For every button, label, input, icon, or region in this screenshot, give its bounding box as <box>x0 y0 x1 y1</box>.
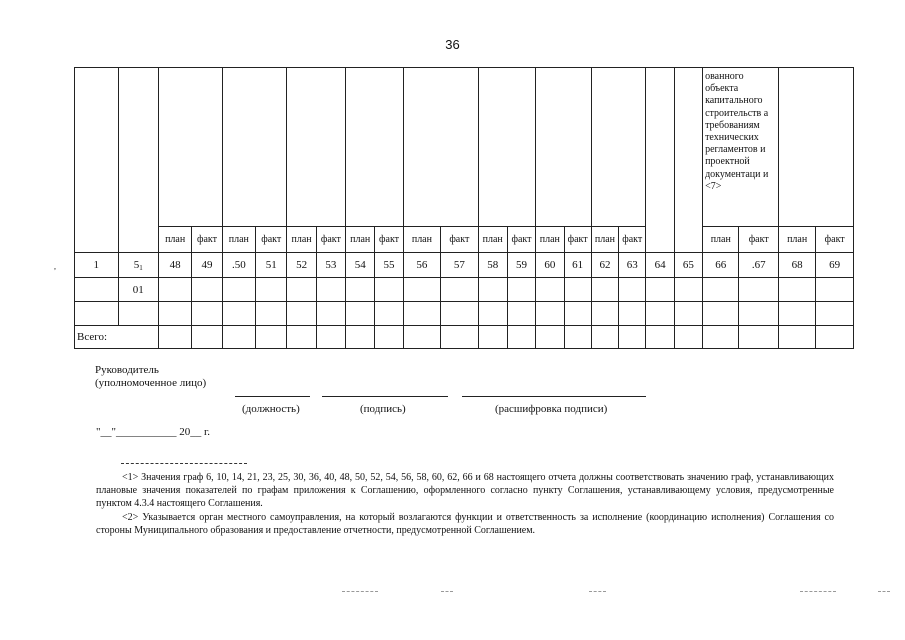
table-cell <box>158 302 191 326</box>
scan-artifact <box>589 591 606 592</box>
table-cell <box>158 326 191 349</box>
table-cell <box>816 278 854 302</box>
column-number: 61 <box>564 253 591 278</box>
table-cell <box>256 326 287 349</box>
header-cell <box>646 68 674 253</box>
header-cell <box>118 68 158 253</box>
table-cell <box>403 326 440 349</box>
plan-header: план <box>536 227 564 253</box>
column-number: 51 <box>256 253 287 278</box>
fact-header: факт <box>441 227 478 253</box>
header-cell <box>591 68 646 227</box>
table-cell <box>507 326 535 349</box>
column-number: 65 <box>674 253 702 278</box>
fact-header: факт <box>316 227 345 253</box>
table-cell <box>778 302 815 326</box>
plan-header: план <box>222 227 255 253</box>
column-number: 62 <box>591 253 618 278</box>
table-cell <box>507 302 535 326</box>
table-cell <box>674 302 702 326</box>
table-cell <box>75 302 119 326</box>
fact-header: факт <box>256 227 287 253</box>
column-number: 64 <box>646 253 674 278</box>
table-row <box>75 302 854 326</box>
table-cell <box>222 302 255 326</box>
footnote-1: <1> Значения граф 6, 10, 14, 21, 23, 25, 30, 36, 40, 48, 50, 52, 54, 56, 58, 60, 62, 66 и 68 настоящего отчета должны соответствовать значению граф, устанавливающих плановые значения показателей по графам приложения к Соглашению, оформленного согласно пункту Соглашения, устанавливающему условия, предусмотренные пунктом 4.3.4 настоящего Соглашения. <box>96 472 834 510</box>
column-number: 48 <box>158 253 191 278</box>
column-number: .50 <box>222 253 255 278</box>
signatory-role: Руководитель <box>95 364 159 376</box>
column-number-subscript: 1 <box>139 263 143 272</box>
plan-header: план <box>778 227 815 253</box>
plan-header: план <box>591 227 618 253</box>
fact-header: факт <box>619 227 646 253</box>
position-label: (должность) <box>242 403 300 415</box>
table-cell <box>118 302 158 326</box>
table-cell <box>646 326 674 349</box>
table-cell <box>646 278 674 302</box>
table-cell <box>478 278 507 302</box>
scan-artifact <box>441 591 453 592</box>
footnote-2: <2> Указывается орган местного самоуправления, на который возлагаются функции и ответственность за исполнение (координацию исполнения) Соглашения со стороны Муниципального образования и предоставление отчетности, предусмотренной Соглашением. <box>96 511 834 536</box>
table-cell <box>646 302 674 326</box>
plan-header: план <box>478 227 507 253</box>
table-cell <box>619 278 646 302</box>
position-line <box>235 396 310 397</box>
scan-artifact <box>800 591 836 592</box>
footnotes <box>96 471 834 537</box>
table-cell <box>816 326 854 349</box>
table-cell <box>287 278 316 302</box>
column-number: 57 <box>441 253 478 278</box>
table-cell <box>674 278 702 302</box>
decoding-label: (расшифровка подписи) <box>495 403 608 415</box>
table-cell <box>703 326 739 349</box>
table-cell <box>256 278 287 302</box>
column-number: 60 <box>536 253 564 278</box>
table-cell <box>158 278 191 302</box>
fact-header: факт <box>739 227 778 253</box>
header-cell <box>674 68 702 253</box>
table-cell <box>703 278 739 302</box>
table-cell <box>75 278 119 302</box>
table-cell <box>316 302 345 326</box>
decoding-line <box>462 396 646 397</box>
table-cell <box>536 302 564 326</box>
table-cell <box>564 326 591 349</box>
table-cell <box>222 326 255 349</box>
table-cell <box>564 278 591 302</box>
column-number: 66 <box>703 253 739 278</box>
table-cell <box>192 302 222 326</box>
table-cell <box>403 302 440 326</box>
fact-header: факт <box>816 227 854 253</box>
plan-header: план <box>346 227 375 253</box>
table-cell <box>591 326 618 349</box>
plan-fact-row <box>75 227 854 253</box>
column-number: 54 <box>346 253 375 278</box>
column-number: 63 <box>619 253 646 278</box>
table-cell <box>591 302 618 326</box>
table-cell <box>346 278 375 302</box>
column-number: 68 <box>778 253 815 278</box>
column-number: 1 <box>75 253 119 278</box>
scan-mark: , <box>54 262 56 271</box>
total-label: Всего: <box>75 326 159 349</box>
header-cell <box>75 68 119 253</box>
signatory-title <box>95 364 206 390</box>
table-cell <box>778 326 815 349</box>
header-cell <box>478 68 536 227</box>
table-cell <box>619 326 646 349</box>
signature-label: (подпись) <box>360 403 406 415</box>
table-cell <box>619 302 646 326</box>
footnote-separator <box>121 463 247 464</box>
table-cell <box>739 278 778 302</box>
table-cell <box>375 326 403 349</box>
table-cell <box>739 326 778 349</box>
header-cell <box>403 68 478 227</box>
table-cell <box>478 326 507 349</box>
table-cell <box>591 278 618 302</box>
table-cell <box>536 278 564 302</box>
total-row <box>75 326 854 349</box>
signature-line <box>322 396 448 397</box>
compliance-header: ованного объекта капитального строительств а требованиям технических регламентов и проектной документаци и <7> <box>703 68 779 227</box>
table-cell <box>316 278 345 302</box>
plan-header: план <box>287 227 316 253</box>
table-cell <box>346 302 375 326</box>
table-cell <box>346 326 375 349</box>
table-header-row <box>75 68 854 227</box>
table-cell <box>375 302 403 326</box>
plan-header: план <box>703 227 739 253</box>
scan-artifact <box>342 591 378 592</box>
row-code-cell: 01 <box>118 278 158 302</box>
column-number: 55 <box>375 253 403 278</box>
table-cell <box>739 302 778 326</box>
column-number: 58 <box>478 253 507 278</box>
fact-header: факт <box>375 227 403 253</box>
header-cell <box>346 68 404 227</box>
table-cell <box>816 302 854 326</box>
column-number: 59 <box>507 253 535 278</box>
header-cell <box>536 68 592 227</box>
table-cell <box>287 326 316 349</box>
column-number: 69 <box>816 253 854 278</box>
column-number: .67 <box>739 253 778 278</box>
table-cell <box>441 278 478 302</box>
table-cell <box>403 278 440 302</box>
column-number: 49 <box>192 253 222 278</box>
table-cell <box>564 302 591 326</box>
table-cell <box>256 302 287 326</box>
header-cell <box>158 68 222 227</box>
table-cell <box>222 278 255 302</box>
table-cell <box>287 302 316 326</box>
table-cell <box>441 302 478 326</box>
column-number: 52 <box>287 253 316 278</box>
column-number <box>118 253 158 278</box>
table-cell <box>192 326 222 349</box>
column-number: 53 <box>316 253 345 278</box>
page-number: 36 <box>445 37 460 52</box>
column-number-value: 5 <box>133 258 140 271</box>
plan-header: план <box>403 227 440 253</box>
fact-header: факт <box>507 227 535 253</box>
report-table <box>74 67 854 349</box>
fact-header: факт <box>192 227 222 253</box>
fact-header: факт <box>564 227 591 253</box>
header-cell <box>222 68 287 227</box>
scan-artifact <box>878 591 890 592</box>
table-cell <box>316 326 345 349</box>
table-cell <box>441 326 478 349</box>
table-cell <box>375 278 403 302</box>
column-number: 56 <box>403 253 440 278</box>
table-cell <box>478 302 507 326</box>
table-cell <box>674 326 702 349</box>
table-cell <box>536 326 564 349</box>
column-number-row <box>75 253 854 278</box>
table-cell <box>507 278 535 302</box>
header-cell <box>287 68 346 227</box>
plan-header: план <box>158 227 191 253</box>
table-cell <box>778 278 815 302</box>
signatory-role-note: (уполномоченное лицо) <box>95 377 207 389</box>
table-cell <box>192 278 222 302</box>
header-cell <box>778 68 853 227</box>
table-cell <box>703 302 739 326</box>
table-row <box>75 278 854 302</box>
date-field: "__"___________ 20__ г. <box>96 426 211 438</box>
